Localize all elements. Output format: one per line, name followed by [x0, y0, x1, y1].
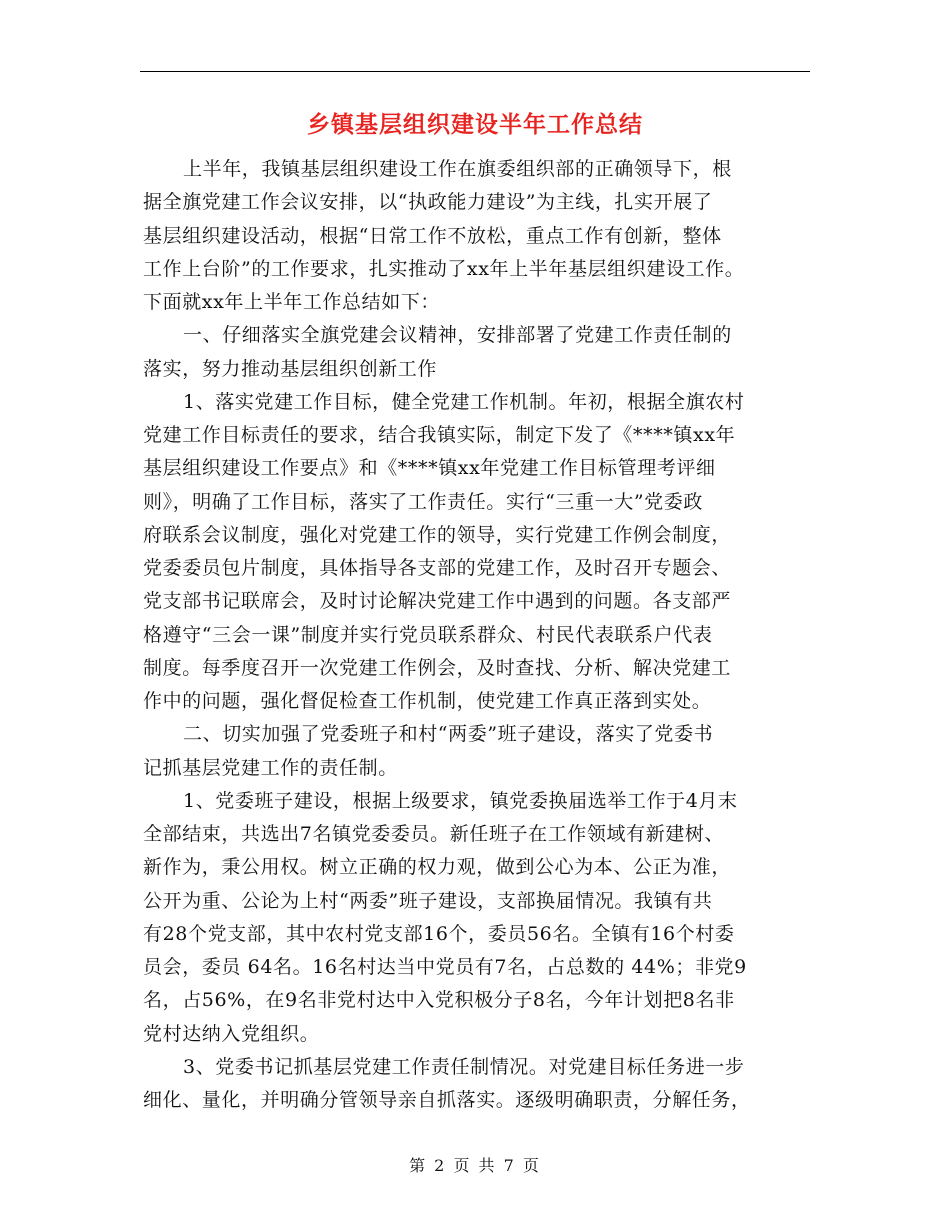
text-line: 基层组织建设工作要点》和《****镇xx年党建工作目标管理考评细: [143, 457, 716, 480]
text-line: 党村达纳入党组织。: [143, 1022, 320, 1045]
text-line: 下面就xx年上半年工作总结如下：: [143, 291, 441, 313]
text-line: 记抓基层党建工作的责任制。: [143, 756, 398, 779]
text-line: 党委委员包片制度，具体指导各支部的党建工作，及时召开专题会、: [143, 557, 732, 579]
text-line: 基层组织建设活动，根据“日常工作不放松，重点工作有创新，整体: [143, 224, 722, 247]
text-line: 上半年，我镇基层组织建设工作在旗委组织部的正确领导下，根: [183, 158, 732, 180]
text-line: 1、落实党建工作目标，健全党建工作机制。年初，根据全旗农村: [183, 390, 745, 413]
text-line: 落实，努力推动基层组织创新工作: [143, 357, 438, 380]
text-line: 党支部书记联席会，及时讨论解决党建工作中遇到的问题。各支部严: [143, 590, 732, 613]
text-line: 二、切实加强了党委班子和村“两委”班子建设，落实了党委书: [183, 723, 714, 746]
text-line: 员会，委员 64名。16名村达当中党员有7名，占总数的 44%；非党9: [143, 956, 747, 978]
document-title: 乡镇基层组织建设半年工作总结: [307, 111, 643, 138]
document-body: [143, 153, 810, 1117]
text-line: 全部结束，共选出7名镇党委委员。新任班子在工作领域有新建树、: [143, 823, 725, 845]
text-line: 格遵守“三会一课”制度并实行党员联系群众、村民代表联系户代表: [143, 623, 713, 646]
text-line: 一、仔细落实全旗党建会议精神，安排部署了党建工作责任制的: [183, 324, 732, 347]
text-line: 工作上台阶”的工作要求，扎实推动了xx年上半年基层组织建设工作。: [143, 257, 745, 280]
text-line: 党建工作目标责任的要求，结合我镇实际，制定下发了《****镇xx年: [143, 424, 736, 446]
text-line: 新作为，秉公用权。树立正确的权力观，做到公心为本、公正为准，: [143, 856, 732, 879]
text-line: 有28个党支部，其中农村党支部16个，委员56名。全镇有16个村委: [143, 922, 735, 945]
text-line: 细化、量化，并明确分管领导亲自抓落实。逐级明确职责，分解任务，: [143, 1089, 751, 1111]
text-line: 据全旗党建工作会议安排，以“执政能力建设”为主线，扎实开展了: [143, 191, 713, 214]
text-line: 1、党委班子建设，根据上级要求，镇党委换届选举工作于4月末: [183, 789, 738, 812]
text-line: 作中的问题，强化督促检查工作机制，使党建工作真正落到实处。: [143, 690, 712, 712]
text-line: 3、党委书记抓基层党建工作责任制情况。对党建目标任务进一步: [183, 1055, 745, 1078]
text-line: 公开为重、公论为上村“两委”班子建设，支部换届情况。我镇有共: [143, 889, 713, 912]
text-line: 制度。每季度召开一次党建工作例会，及时查找、分析、解决党建工: [143, 656, 732, 679]
text-line: 府联系会议制度，强化对党建工作的领导，实行党建工作例会制度，: [143, 523, 732, 546]
text-line: 则》，明确了工作目标，落实了工作责任。实行“三重一大”党委政: [143, 490, 703, 513]
text-line: 名，占56%，在9名非党村达中入党积极分子8名，今年计划把8名非: [143, 989, 735, 1012]
page-number-footer: 第 2 页 共 7 页: [409, 1156, 541, 1175]
header-rule: [140, 71, 810, 72]
